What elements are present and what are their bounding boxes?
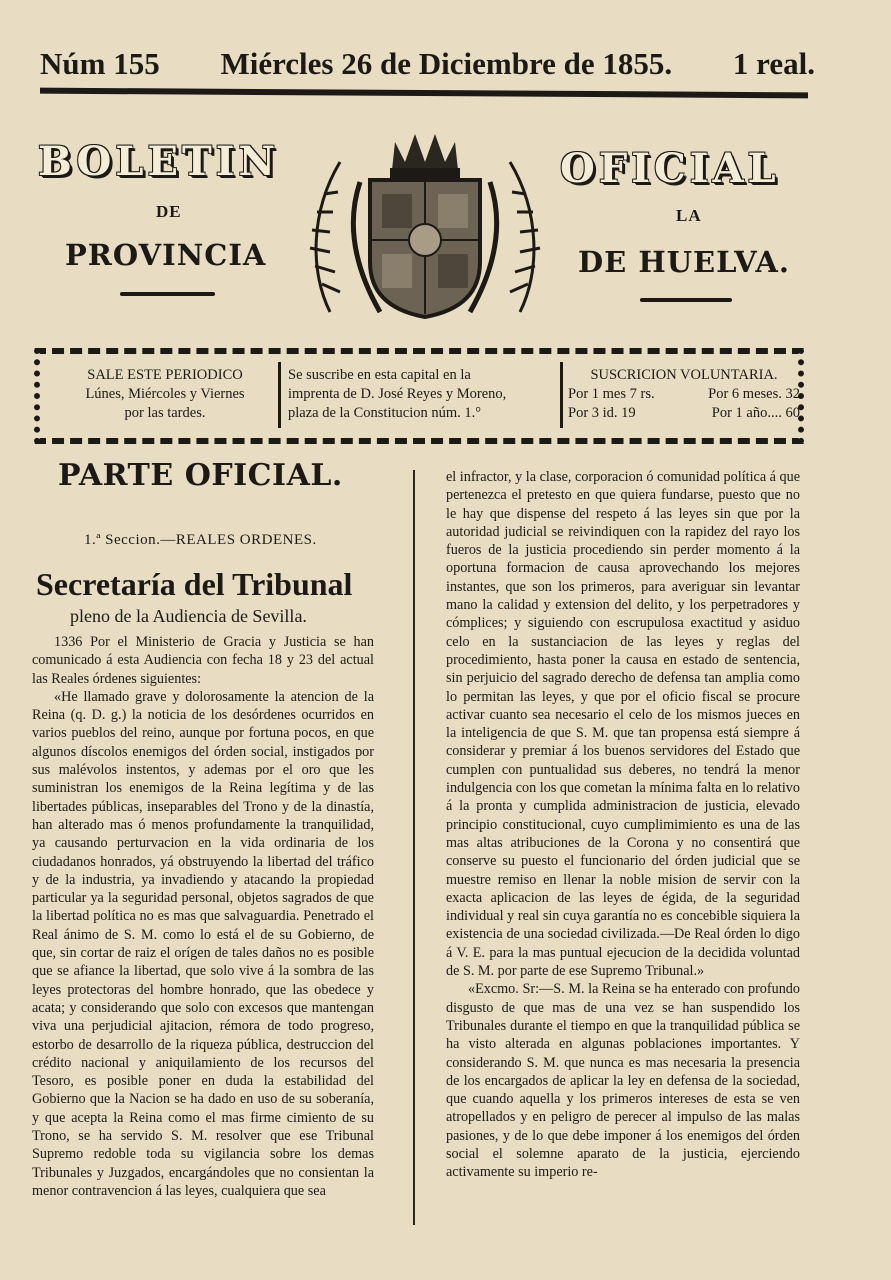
paragraph: «Excmo. Sr:—S. M. la Reina se ha enterado con profundo disgusto de que mas de una vez se han suspendido los Tribunales durante el tiempo en que la tranquilidad pública se ha visto alterada en algunas poblaciones importantes. Y considerando S. M. que nunca es mas necesaria la presencia de los encargados de aplicar la ley en defensa de la sociedad, que cuando aquella y los primeros intereses de esta se ven atropellados y en peligro de perecer al impulso de las malas pasiones, y de lo que debe imponer á los enemigos del órden social el solemne aparato de la justicia, ejerciendo activamente su imperio re- — [446, 981, 800, 1181]
issue-date: Miércles 26 de Diciembre de 1855. — [220, 46, 673, 81]
schedule-days: Lúnes, Miércoles y Viernes — [85, 386, 245, 402]
title-boletin: BOLETIN — [38, 138, 280, 185]
price-3-months: Por 3 id. 19 — [568, 405, 636, 421]
title-huelva: DE HUELVA. — [578, 245, 790, 279]
subsection-heading: 1.ª Seccion.—REALES ORDENES. — [84, 532, 317, 548]
paragraph: el infractor, y la clase, corporacion ó comunidad política á que pertenezca el pretesto en que quiera fundarse, puesto que no le hay que dispense del respeto á las leyes sin que por la autoridad judicial se reivindiquen con la rapidez del rayo los fueros de la justicia procediendo sin perder momento á la oportuna formacion de causa aprovechando los mejores instantes, que son los primeros, para averiguar sin levantar mano la calidad y extension del delito, y los perpetradores y cómplices; y siguiendo con escrupulosa exactitud y asiduo celo en la sustanciacion de las leyes y reglas del procedimiento, hasta poner la causa en estado de sentencia, sin perjuicio del sagrado derecho de defensa tan amplia como lo permitan las leyes, y que por el oficio fiscal se procure activar cuanto sea necesario el celo de los mismos jueces en la inteligencia de que S. M. que tan propensa está siempre á considerar y premiar á los buenos servidores del Estado que cumplen con puntualidad sus deberes, no tendrá la menor indulgencia con los que cometan la mínima falta en lo relativo á la pronta y cumplida administracion de justicia, elevado principio constitucional, cuyo cumplimimiento es una de las mas altas atribuciones de la Corona y no consentirá que conserve su puesto el funcionario del órden judicial que se muestre remiso en llenar la noble mision de servir con la exacta aplicacion de las leyes de égida, de la seguridad individual y real sin cuya garantía no es concebible siquiera la existencia de una sociedad civilizada.—De Real órden lo digo á V. E. para la mas puntual ejecucion de la decidida voluntad de S. M. por parte de ese Supremo Tribunal.» — [446, 469, 800, 980]
title-de: DE — [156, 202, 182, 221]
address-line: plaza de la Constitucion núm. 1.° — [288, 405, 482, 421]
subscription-prices — [568, 366, 800, 423]
subscription-separator — [278, 362, 281, 428]
article-subtitle: pleno de la Audiencia de Sevilla. — [70, 606, 307, 626]
price-row — [568, 404, 800, 423]
title-oficial: OFICIAL — [560, 145, 780, 192]
subscription-separator — [560, 362, 563, 428]
subscription-address — [288, 366, 558, 423]
title-provincia: PROVINCIA — [65, 238, 267, 272]
price-6-months: Por 6 meses. 32 — [708, 386, 800, 402]
address-line: imprenta de D. José Reyes y Moreno, — [288, 386, 507, 402]
ornament-right — [640, 298, 732, 302]
prices-title: SUSCRICION VOLUNTARIA. — [590, 367, 778, 383]
address-line: Se suscribe en esta capital en la — [288, 367, 471, 383]
price-1-year: Por 1 año.... 60 — [711, 405, 800, 421]
right-column — [446, 468, 800, 1182]
price-1-month: Por 1 mes 7 rs. — [568, 386, 655, 402]
article-title: Secretaría del Tribunal — [36, 566, 353, 602]
paragraph: «He llamado grave y dolorosamente la atencion de la Reina (q. D. g.) la noticia de los desórdenes ocurridos en varios pueblos del reino, aunque por fortuna pocos, en que algunos díscolos enemigos del órden social, instigados por sus malévolos instentos, y ademas por el oro que les suministran los enemigos de la Reina legítima y de las libertades públicas, inseparables del Trono y de la dinastía, han alterado mas ó menos profundamente la tranquilidad, ya causando perturvacion en la vida ordinaria de los ciudadanos honrados, yá obstruyendo la libertad del tráfico y de la industria, ya invadiendo y atacando la propiedad particular ya la seguridad personal, objetos sagrados de que la libertad política no es mas que salvaguardia. Penetrado el Real ánimo de S. M. como lo está el de su Gobierno, de que, sin cortar de raiz el orígen de tales daños no es posible que se afiance la libertad, que solo vive á la sombra de las leyes protectoras del hombre honrado, que las obedece y acata; y considerando que solo con excesos que mantengan viva una perjudicial ajitacion, rémora de todo progreso, estorbo de desarrollo de la riqueza pública, destruccion del crédito nacional y aniquilamiento de los recursos del Tesoro, es posible poner en duda la estabilidad del Gobierno que la Nacion se ha dado en uso de su soberanía, y que acepta la Reina como el mas firme cimiento de su Trono, se ha servido S. M. resolver que ese Tribunal Supremo redoble toda su vigilancia sobre los demas Tribunales y Juzgados, encargándoles que no consientan la menor contravencion á las leyes, cualquiera que sea — [32, 688, 374, 1199]
masthead — [40, 46, 815, 90]
left-column — [32, 633, 374, 1200]
coat-of-arms-icon — [300, 122, 550, 327]
schedule-time: por las tardes. — [124, 405, 206, 421]
subscription-box — [34, 348, 804, 444]
price-row — [568, 385, 800, 404]
title-la: LA — [676, 206, 702, 225]
paragraph: 1336 Por el Ministerio de Gracia y Justicia se han comunicado á esta Audiencia con fecha 18 y 23 del actual las Reales órdenes siguientes: — [32, 634, 374, 687]
section-heading: PARTE OFICIAL. — [58, 458, 343, 493]
publication-schedule — [54, 366, 276, 423]
ornament-left — [120, 292, 215, 296]
issue-number: Núm 155 — [40, 46, 160, 81]
schedule-title: SALE ESTE PERIODICO — [87, 367, 243, 383]
column-divider — [413, 470, 415, 1225]
issue-price: 1 real. — [732, 46, 815, 81]
